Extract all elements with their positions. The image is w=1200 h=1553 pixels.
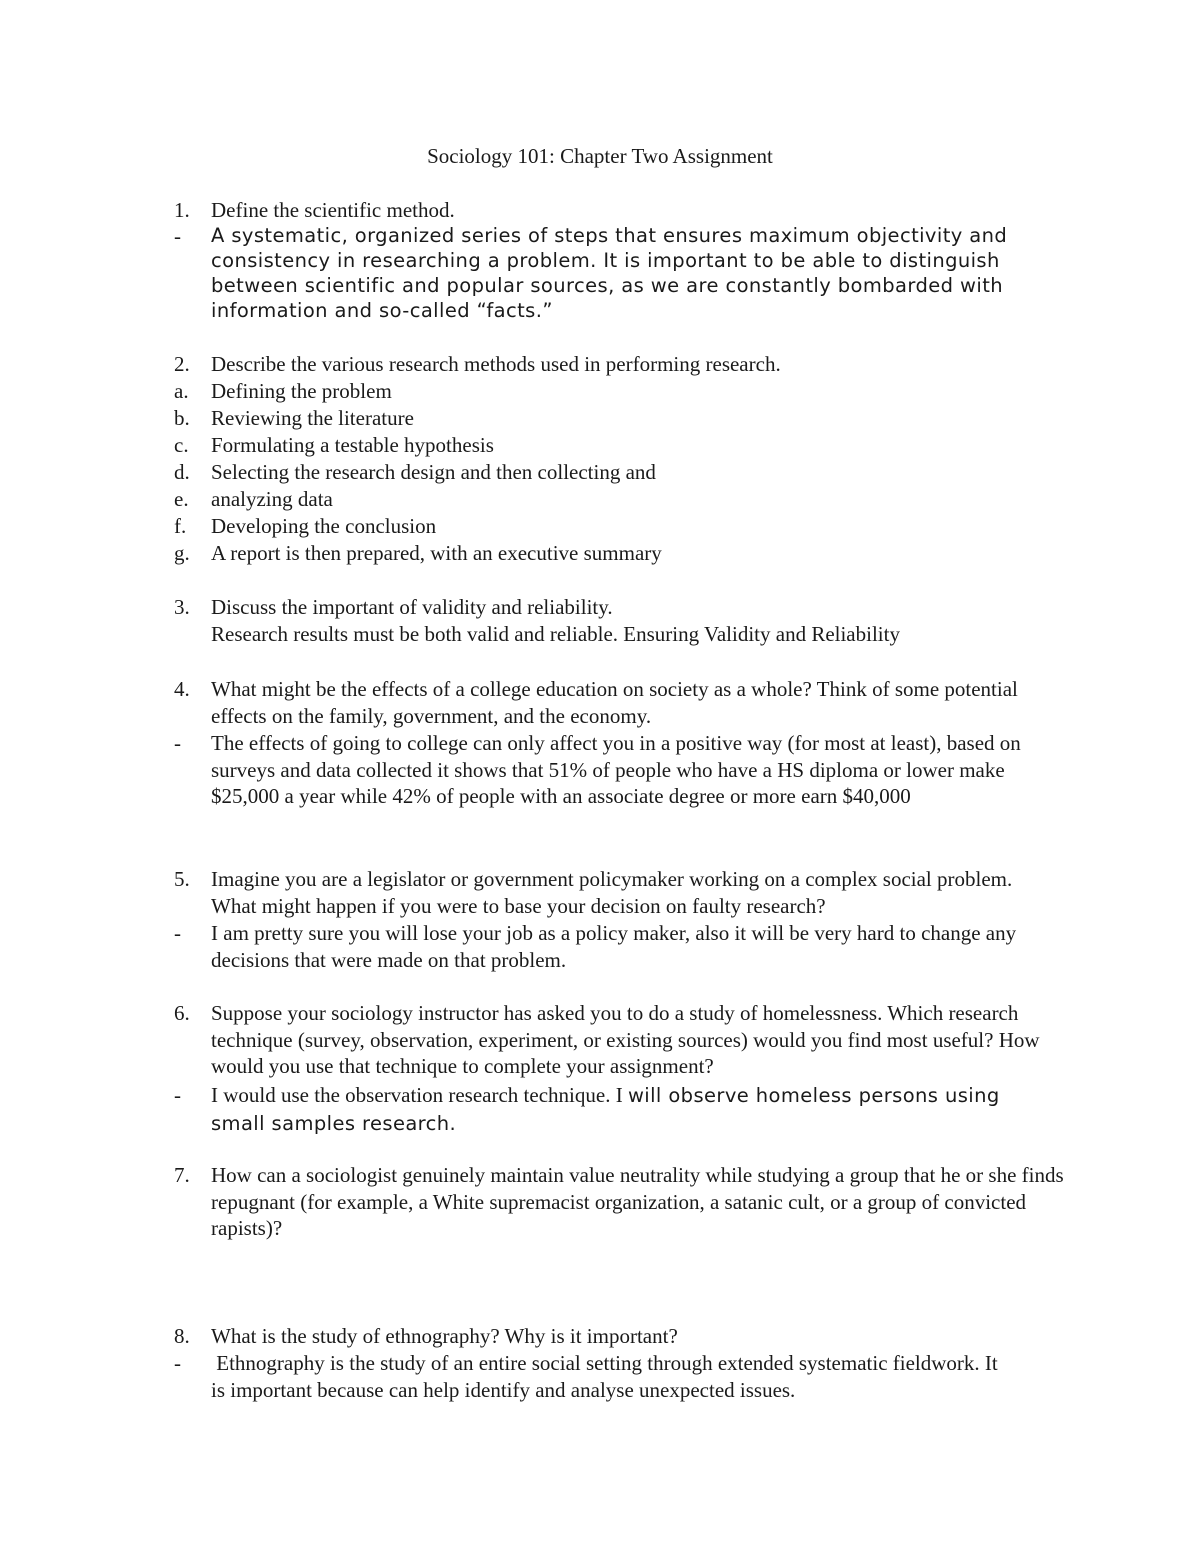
question-number: 8.: [174, 1324, 190, 1348]
question-number: 2.: [174, 352, 190, 376]
answer-dash: -: [174, 224, 181, 248]
question-number: 5.: [174, 867, 190, 891]
list-item-text: Reviewing the literature: [211, 406, 414, 430]
answer-text: [211, 1082, 1031, 1137]
question-number: 1.: [174, 198, 190, 222]
question-text: What is the study of ethnography? Why is it important?: [211, 1324, 678, 1348]
answer-text: I am pretty sure you will lose your job as a policy maker, also it will be very hard to change any decisions that were made on that problem.: [211, 921, 1017, 972]
question-text: Define the scientific method.: [211, 198, 455, 222]
list-item-text: Selecting the research design and then collecting and: [211, 460, 656, 484]
question-number: 7.: [174, 1163, 190, 1187]
answer-text: Ethnography is the study of an entire social setting through extended systematic fieldwork. It is important because can help identify and analyse unexpected issues.: [211, 1351, 1003, 1402]
question-text: Suppose your sociology instructor has asked you to do a study of homelessness. Which research technique (survey, observation, experiment, or existing sources) would you find most useful? How would you use that technique to complete your assignment?: [211, 1001, 1040, 1079]
answer-dash: -: [174, 731, 181, 755]
answer-dash: -: [174, 1083, 181, 1107]
question-number: 3.: [174, 595, 190, 619]
question-text: Imagine you are a legislator or government policymaker working on a complex social problem. What might happen if you were to base your decision on faulty research?: [211, 867, 1013, 918]
answer-text-part: will observe homeless persons using small samples research.: [211, 1084, 1000, 1135]
question-text: Discuss the important of validity and reliability.: [211, 595, 613, 619]
question-number: 4.: [174, 677, 190, 701]
list-marker: e.: [174, 487, 189, 511]
answer-text: The effects of going to college can only affect you in a positive way (for most at least), based on surveys and data collected it shows that 51% of people who have a HS diploma or lower make $25,000 a year while 42% of people with an associate degree or more earn $40,000: [211, 731, 1021, 809]
list-marker: b.: [174, 406, 190, 430]
list-marker: c.: [174, 433, 189, 457]
question-text: What might be the effects of a college education on society as a whole? Think of some potential effects on the family, government, and the economy.: [211, 677, 1018, 728]
list-item-text: Defining the problem: [211, 379, 392, 403]
list-item-text: Formulating a testable hypothesis: [211, 433, 494, 457]
list-marker: g.: [174, 541, 190, 565]
list-item-text: A report is then prepared, with an executive summary: [211, 541, 662, 565]
answer-text: Research results must be both valid and reliable. Ensuring Validity and Reliability: [211, 622, 900, 646]
question-text: How can a sociologist genuinely maintain value neutrality while studying a group that he or she finds repugnant (for example, a White supremacist organization, a satanic cult, or a group of convicted rapists)?: [211, 1163, 1064, 1241]
question-text: Describe the various research methods used in performing research.: [211, 352, 781, 376]
question-number: 6.: [174, 1001, 190, 1025]
list-item-text: Developing the conclusion: [211, 514, 437, 538]
list-marker: a.: [174, 379, 189, 403]
answer-dash: -: [174, 921, 181, 945]
document-title: Sociology 101: Chapter Two Assignment: [427, 144, 773, 168]
list-marker: f.: [174, 514, 187, 538]
answer-text: A systematic, organized series of steps that ensures maximum objectivity and consistency in researching a problem. It is important to be able to distinguish between scientific and popular sources, as we are constantly bombarded with information and so-called “facts.”: [211, 224, 1008, 322]
answer-text-part: I would use the observation research technique. I: [211, 1083, 628, 1107]
list-item-text: analyzing data: [211, 487, 333, 511]
list-marker: d.: [174, 460, 190, 484]
answer-dash: -: [174, 1351, 181, 1375]
